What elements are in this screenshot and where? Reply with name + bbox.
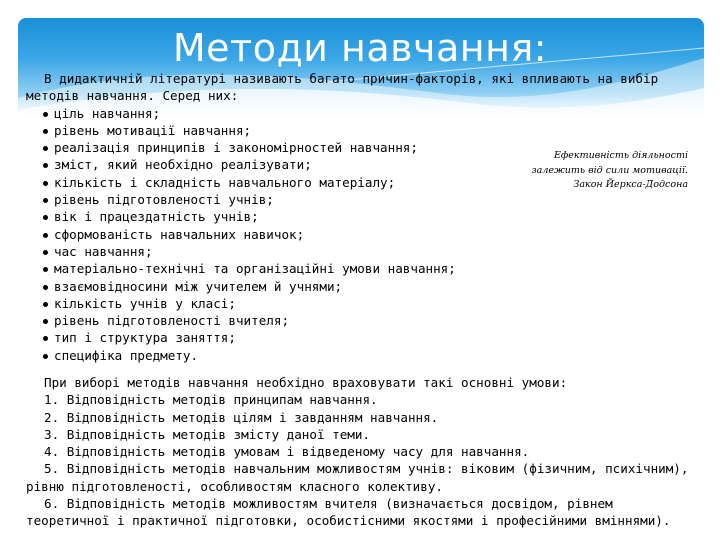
factors-list xyxy=(26,105,706,364)
condition-item: 4. Відповідність методів умовам і відведеному часу для навчання. xyxy=(44,444,530,460)
intro-line: В дидактичній літературі називають багато причин-факторів, які впливають на вибір xyxy=(44,71,659,86)
list-item: сформованість навчальних навичок; xyxy=(26,226,706,243)
list-item: специфіка предмету. xyxy=(26,347,706,364)
list-item: кількість і складність навчального матеріалу; xyxy=(26,174,706,191)
list-item: зміст, який необхідно реалізувати; xyxy=(26,156,706,173)
conditions-block xyxy=(26,374,706,530)
condition-item: 2. Відповідність методів цілям і завданням навчання. xyxy=(44,409,439,425)
list-item: ціль навчання; xyxy=(26,105,706,122)
list-item: взаємовідносини між учителем й учнями; xyxy=(26,278,706,295)
quote-line: Ефективність діяльності xyxy=(553,150,688,161)
list-item: вік і працездатність учнів; xyxy=(26,208,706,225)
intro-line: методів навчання. Серед них: xyxy=(26,88,239,104)
quote-line: Закон Йеркса-Додсона xyxy=(573,179,688,190)
condition-item: рівню підготовленості, особливостям класного колективу. xyxy=(26,478,444,494)
list-item: рівень підготовленості вчителя; xyxy=(26,312,706,329)
page-title: Методи навчання: xyxy=(172,26,548,70)
quote-line: залежить від сили мотивації. xyxy=(531,164,688,176)
condition-item: 5. Відповідність методів навчальним можливостям учнів: віковим (фізичним, психічним), xyxy=(44,461,689,477)
condition-item: 3. Відповідність методів змісту даної теми. xyxy=(44,426,371,442)
list-item: рівень підготовленості учнів; xyxy=(26,191,706,208)
list-item: рівень мотивації навчання; xyxy=(26,122,706,139)
condition-item: теоретичної і практичної підготовки, особистісними якостями і професійними вміннями). xyxy=(26,513,671,529)
condition-item: 6. Відповідність методів можливостям вчителя (визначається досвідом, рівнем xyxy=(44,496,613,512)
list-item: тип і структура заняття; xyxy=(26,329,706,346)
quote-block xyxy=(531,149,688,193)
condition-item: 1. Відповідність методів принципам навчання. xyxy=(44,392,378,408)
list-item: реалізація принципів і закономірностей навчання; xyxy=(26,139,706,156)
list-item: кількість учнів у класі; xyxy=(26,295,706,312)
intro-block xyxy=(26,70,706,364)
conditions-heading: При виборі методів навчання необхідно враховувати такі основні умови: xyxy=(44,375,568,390)
list-item: матеріально-технічні та організаційні умови навчання; xyxy=(26,260,706,277)
list-item: час навчання; xyxy=(26,243,706,260)
